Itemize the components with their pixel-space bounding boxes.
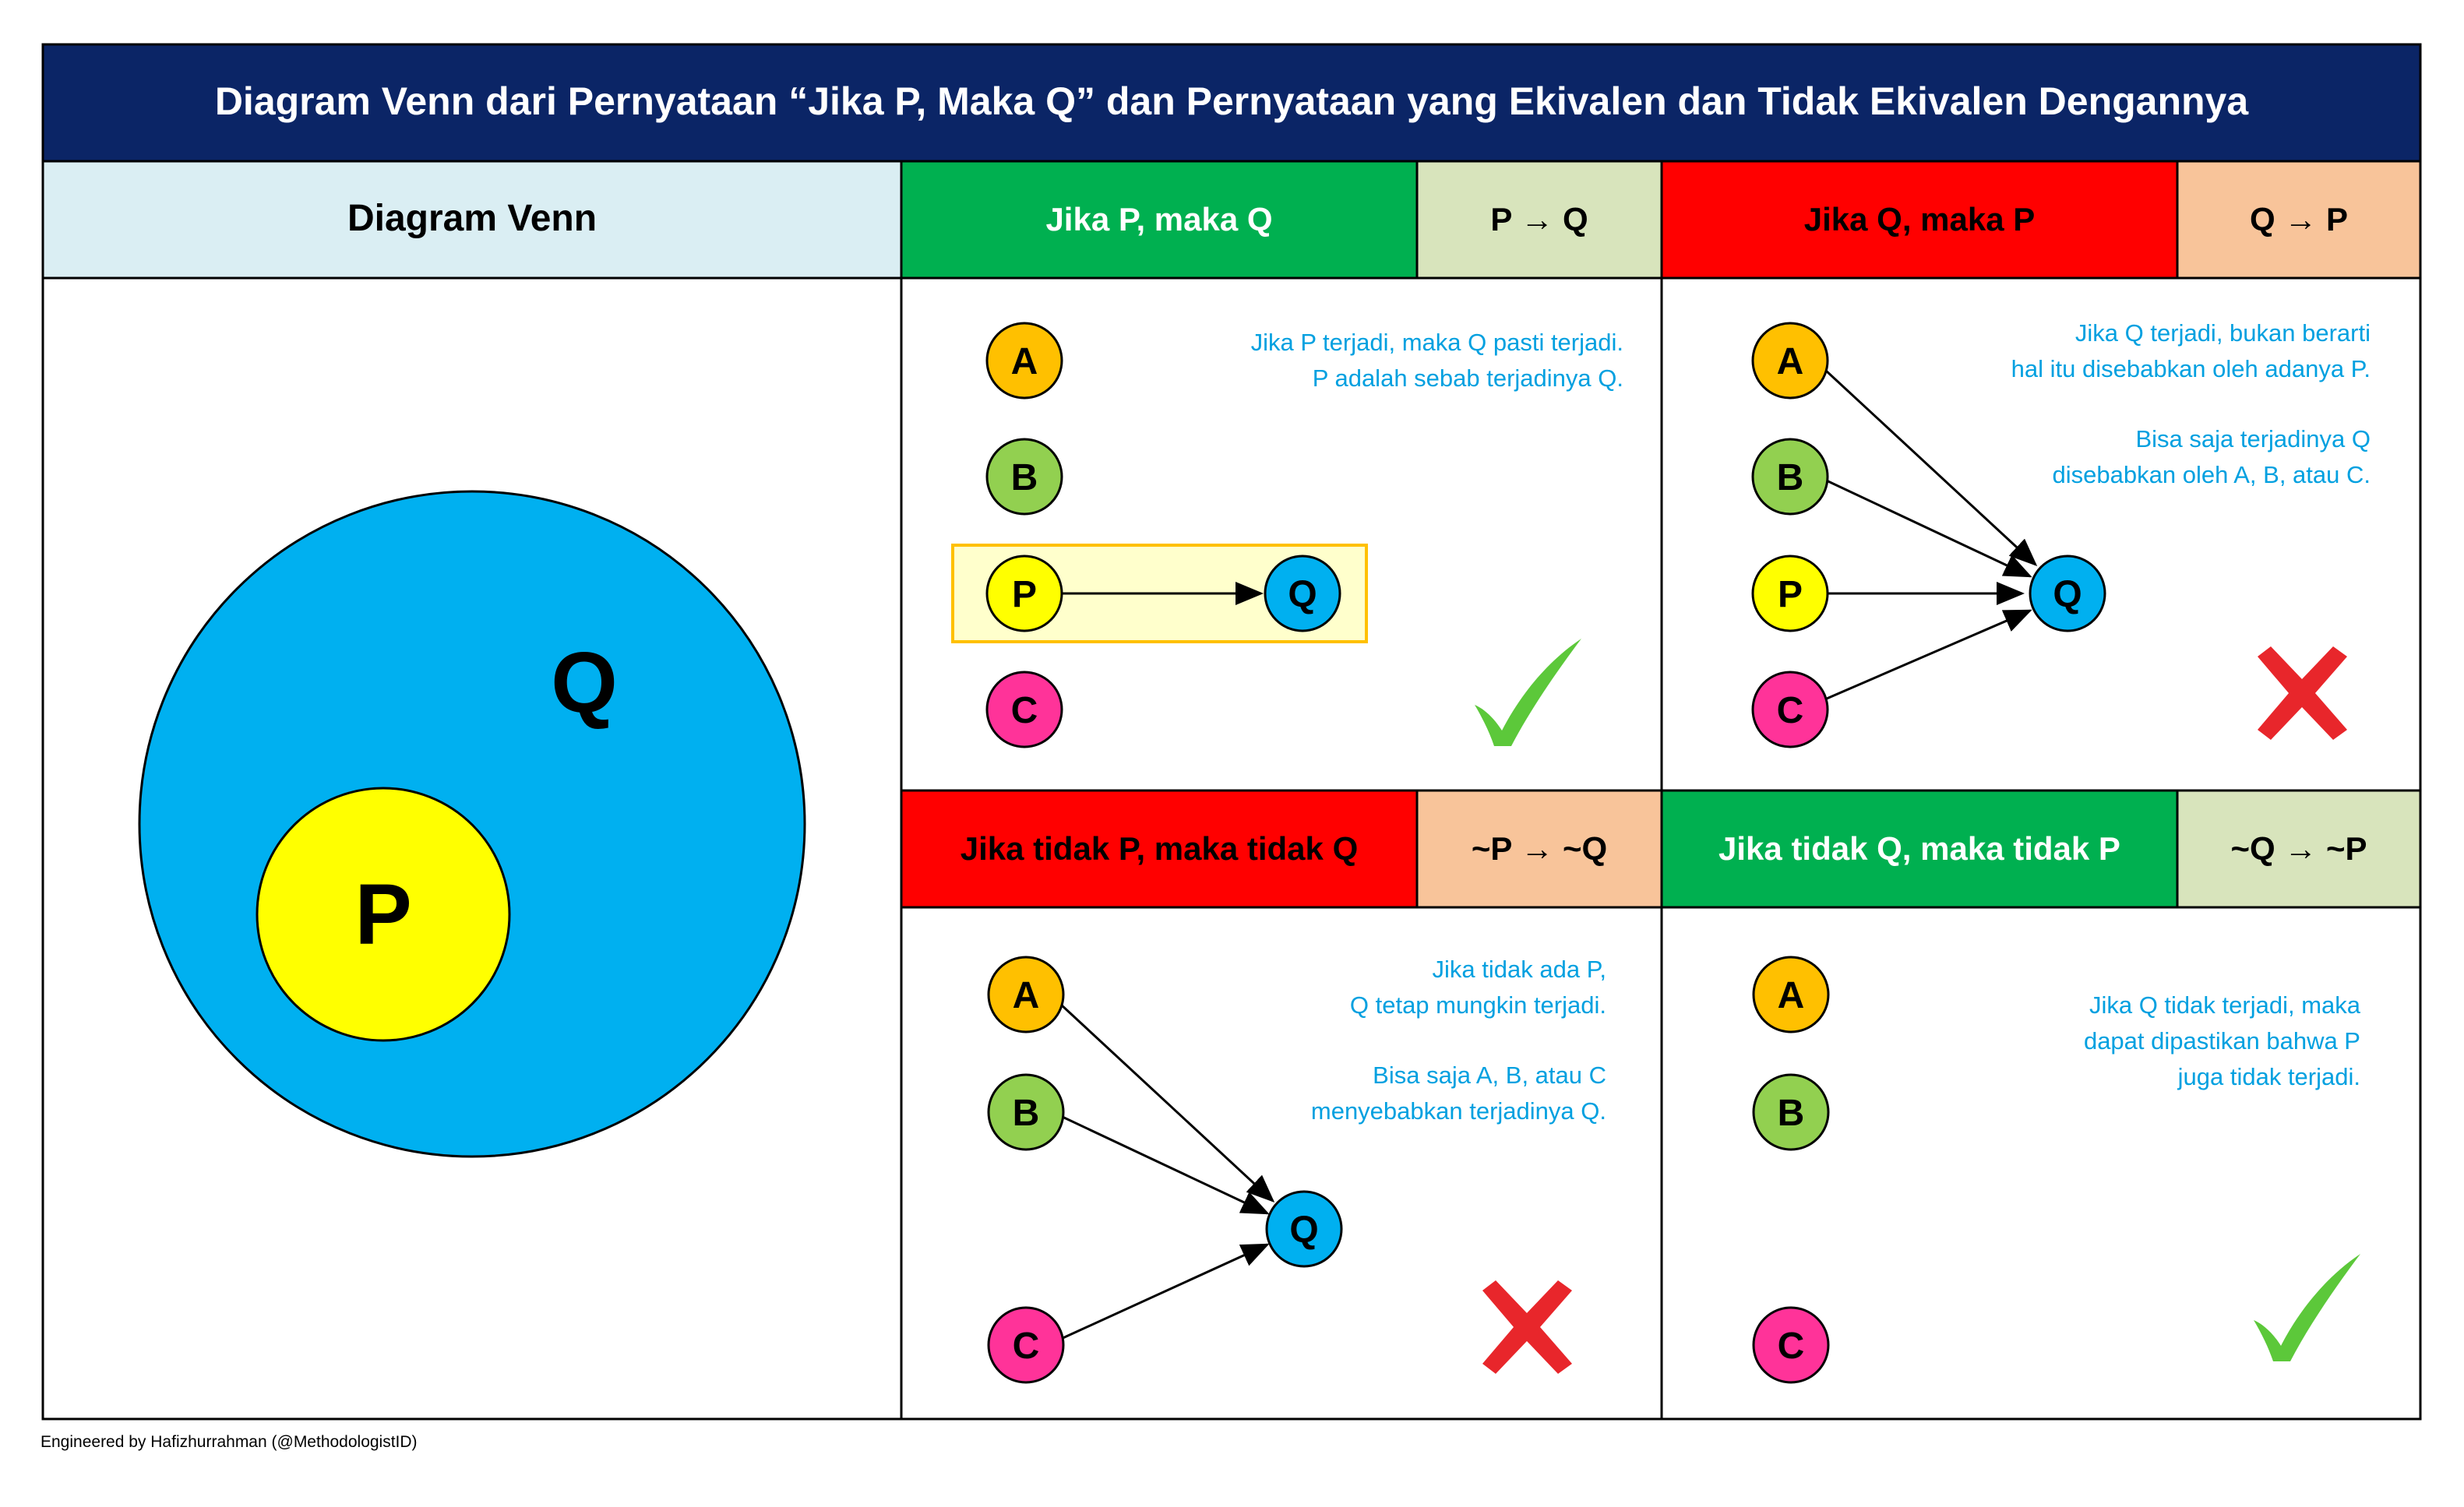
node-label: P: [1011, 574, 1038, 615]
panel-3-node-q: [1267, 1192, 1341, 1266]
panel-3-node-c: [989, 1308, 1063, 1382]
node-label: B: [1012, 1093, 1040, 1134]
node-label: Q: [1288, 574, 1317, 615]
panel-4-note-line-3: juga tidak terjadi.: [2177, 1063, 2360, 1090]
node-label: Q: [2053, 574, 2082, 615]
panel-4-statement: Jika tidak Q, maka tidak P: [1718, 830, 2120, 867]
panel-1-node-a: [987, 323, 1062, 398]
node-label: Q: [1289, 1209, 1319, 1251]
panel-3-note-line-2: Q tetap mungkin terjadi.: [1349, 991, 1606, 1019]
page-title: Diagram Venn dari Pernyataan “Jika P, Maka Q” dan Pernyataan yang Ekivalen dan Tidak Ekivalen Dengannya: [214, 79, 2249, 123]
panel-4-notation: ~Q → ~P: [2230, 830, 2367, 867]
panel-3-note-line-4: menyebabkan terjadinya Q.: [1310, 1097, 1606, 1125]
panel-1-node-b: [987, 439, 1062, 514]
venn-header-label: Diagram Venn: [347, 198, 597, 239]
panel-4-note-line-2: dapat dipastikan bahwa P: [2083, 1027, 2360, 1055]
venn-label-p: P: [354, 867, 412, 963]
panel-1-note-line-1: Jika P terjadi, maka Q pasti terjadi.: [1250, 329, 1623, 356]
panel-2-note-line-4: disebabkan oleh A, B, atau C.: [2052, 461, 2371, 488]
venn-label-q: Q: [551, 635, 618, 731]
panel-2-note-line-3: Bisa saja terjadinya Q: [2135, 425, 2371, 452]
node-label: A: [1012, 975, 1040, 1016]
node-label: C: [1777, 1326, 1805, 1367]
panel-1-node-q: [1265, 556, 1340, 631]
node-label: A: [1777, 975, 1805, 1016]
panel-2-node-b: [1753, 439, 1828, 514]
panel-2-node-p: [1753, 556, 1828, 631]
panel-3-statement: Jika tidak P, maka tidak Q: [960, 830, 1359, 867]
footer-credit: Engineered by Hafizhurrahman (@MethodologistID): [41, 1433, 418, 1451]
panel-1-statement: Jika P, maka Q: [1045, 201, 1273, 238]
panel-1-note-line-2: P adalah sebab terjadinya Q.: [1312, 364, 1623, 392]
panel-1-node-p: [987, 556, 1062, 631]
node-label: B: [1776, 457, 1804, 498]
panel-2-node-a: [1753, 323, 1828, 398]
panel-2-node-c: [1753, 672, 1828, 747]
panel-2-note-line-2: hal itu disebabkan oleh adanya P.: [2011, 355, 2371, 382]
panel-3-note-line-3: Bisa saja A, B, atau C: [1373, 1062, 1606, 1089]
panel-2-node-q: [2030, 556, 2105, 631]
panel-1-notation: P → Q: [1490, 201, 1588, 238]
panel-2-note-line-1: Jika Q terjadi, bukan berarti: [2074, 319, 2371, 347]
panel-4-node-c: [1754, 1308, 1828, 1382]
panel-4-node-b: [1754, 1075, 1828, 1150]
node-label: B: [1010, 457, 1038, 498]
node-label: C: [1776, 690, 1804, 731]
node-label: B: [1777, 1093, 1805, 1134]
panel-3-node-b: [989, 1075, 1063, 1150]
panel-3-note-line-1: Jika tidak ada P,: [1432, 956, 1606, 983]
node-label: C: [1010, 690, 1038, 731]
node-label: A: [1010, 341, 1038, 382]
panel-1-node-c: [987, 672, 1062, 747]
node-label: A: [1776, 341, 1804, 382]
node-label: C: [1012, 1326, 1040, 1367]
node-label: P: [1777, 574, 1803, 615]
panel-3-notation: ~P → ~Q: [1471, 830, 1608, 867]
panel-4-node-a: [1754, 957, 1828, 1032]
panel-2-statement: Jika Q, maka P: [1803, 201, 2036, 238]
panel-4-note-line-1: Jika Q tidak terjadi, maka: [2089, 991, 2360, 1019]
panel-3-node-a: [989, 957, 1063, 1032]
panel-2-notation: Q → P: [2249, 201, 2349, 238]
